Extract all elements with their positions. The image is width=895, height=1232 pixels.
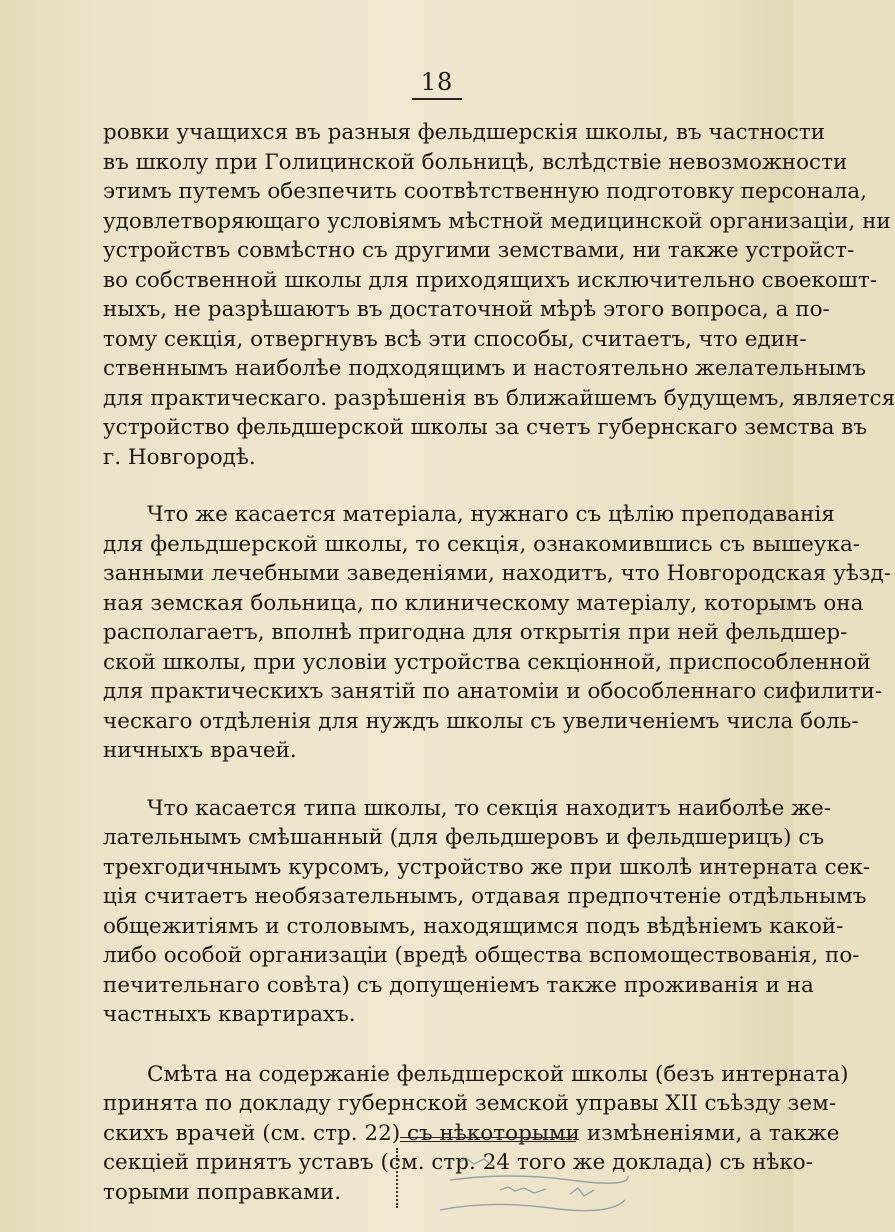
text-line: торыми поправками. — [103, 1179, 342, 1205]
text-line: для фельдшерской школы, то секція, ознакомившись съ вышеука- — [103, 531, 861, 557]
text-line: лательнымъ смѣшанный (для фельдшеровъ и фельдшерицъ) съ — [103, 825, 825, 850]
text-line: ственнымъ наиболѣе подходящимъ и настоятельно желательнымъ — [103, 356, 866, 381]
text-line: занными лечебными заведеніями, находитъ, что Новгородская уѣзд- — [103, 561, 892, 586]
text-line: ничныхъ врачей. — [103, 738, 297, 763]
text-line: во собственной школы для приходящихъ исключительно своекошт- — [103, 267, 878, 293]
text-line: ческаго отдѣленія для нуждъ школы съ увеличеніемъ числа боль- — [103, 708, 859, 734]
text-line: тому секція, отвергнувъ всѣ эти способы, считаетъ, что един- — [103, 326, 807, 352]
text-line: для практическаго. разрѣшенія въ ближайшемъ будущемъ, является — [103, 385, 895, 411]
paragraph — [103, 118, 895, 472]
body-text — [103, 118, 895, 1207]
end-rule — [400, 1137, 576, 1138]
text-line: печительнаго совѣта) съ допущеніемъ также проживанія и на — [103, 972, 814, 998]
text-line: принята по докладу губернской земской управы XII съѣзду зем- — [103, 1091, 837, 1116]
page-number: 18 — [412, 68, 462, 100]
text-line: ныхъ, не разрѣшаютъ въ достаточной мѣрѣ этого вопроса, а по- — [103, 297, 830, 322]
library-stamp-icon — [430, 1150, 630, 1220]
text-line: скихъ врачей (см. стр. 22) съ нѣкоторыми измѣненіями, а также — [103, 1120, 840, 1146]
text-line: либо особой организаціи (вредѣ общества вспомоществованія, по- — [103, 943, 860, 968]
text-line: въ школу при Голицинской больницѣ, вслѣдствіе невозможности — [103, 149, 848, 175]
text-line: устройство фельдшерской школы за счетъ губернскаго земства въ — [103, 415, 868, 440]
text-line: трехгодичнымъ курсомъ, устройство же при школѣ интерната сек- — [103, 854, 871, 880]
text-line: Что касается типа школы, то секція находитъ наиболѣе же- — [147, 795, 831, 821]
text-line: располагаетъ, вполнѣ пригодна для открытія при ней фельдшер- — [103, 620, 848, 645]
paragraph — [103, 500, 892, 766]
text-line: удовлетворяющаго условіямъ мѣстной медицинской организаціи, ни — [103, 208, 891, 234]
paragraph — [103, 794, 871, 1030]
text-line: Смѣта на содержаніе фельдшерской школы (безъ интерната) — [147, 1061, 849, 1087]
text-line: ція считаетъ необязательнымъ, отдавая предпочтеніе отдѣльнымъ — [103, 884, 867, 909]
text-line: ской школы, при условіи устройства секціонной, приспособленной — [103, 649, 871, 675]
binding-dots — [396, 1148, 404, 1208]
text-line: Что же касается матеріала, нужнаго съ цѣлію преподаванія — [147, 502, 835, 527]
end-rule — [400, 1141, 576, 1142]
text-line: устройствъ совмѣстно съ другими земствами, ни также устройст- — [103, 238, 855, 263]
text-line: ровки учащихся въ разныя фельдшерскія школы, въ частности — [103, 120, 826, 145]
text-line: этимъ путемъ обезпечить соотвѣтственную подготовку персонала, — [103, 179, 867, 204]
text-line: частныхъ квартирахъ. — [103, 1002, 356, 1027]
text-line: г. Новгородѣ. — [103, 444, 256, 470]
text-line: общежитіямъ и столовымъ, находящимся подъ вѣдѣніемъ какой- — [103, 913, 844, 939]
text-line: для практическихъ занятій по анатоміи и обособленнаго сифилити- — [103, 679, 883, 704]
text-line: секціей принятъ уставъ (см. стр. 24 того же доклада) съ нѣко- — [103, 1150, 814, 1175]
text-line: ная земская больница, по клиническому матеріалу, которымъ она — [103, 590, 864, 616]
